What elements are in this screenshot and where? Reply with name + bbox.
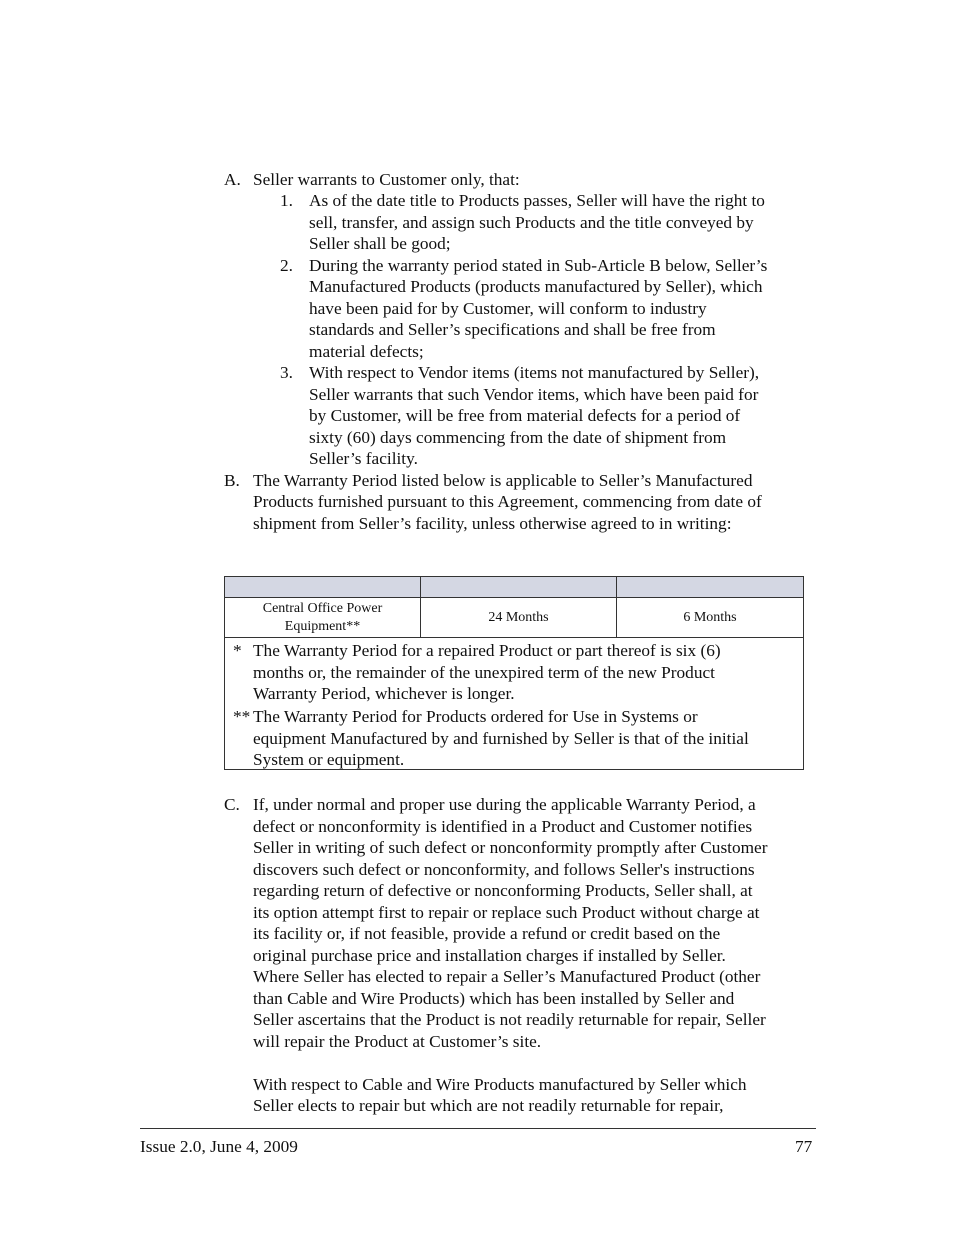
footnote-line: System or equipment. xyxy=(253,750,405,769)
section-c-line: original purchase price and installation charges if installed by Seller. xyxy=(253,946,726,965)
section-c-para2-line: With respect to Cable and Wire Products manufactured by Seller which xyxy=(253,1075,747,1094)
table-header-cell xyxy=(225,577,420,597)
footnote-line: The Warranty Period for Products ordered for Use in Systems or xyxy=(253,707,698,726)
row-divider xyxy=(225,637,803,638)
footnote-line: months or, the remainder of the unexpired term of the new Product xyxy=(253,663,715,682)
footnote-marker: * xyxy=(233,641,242,660)
table-header-cell xyxy=(421,577,616,597)
warranty-period-cell: 24 Months xyxy=(488,609,549,625)
item-3-line: Seller’s facility. xyxy=(309,449,418,468)
section-c-line: defect or nonconformity is identified in a Product and Customer notifies xyxy=(253,817,753,836)
page-number: 77 xyxy=(795,1137,813,1156)
item-2-line: material defects; xyxy=(309,342,424,361)
section-c-line: Seller in writing of such defect or nonconformity promptly after Customer xyxy=(253,838,768,857)
item-3-line: Seller warrants that such Vendor items, which have been paid for xyxy=(309,385,759,404)
section-a-intro: Seller warrants to Customer only, that: xyxy=(253,170,520,189)
section-c-line: discovers such defect or nonconformity, and follows Seller's instructions xyxy=(253,860,755,879)
section-c-line: regarding return of defective or nonconforming Products, Seller shall, at xyxy=(253,881,753,900)
section-b-line: The Warranty Period listed below is applicable to Seller’s Manufactured xyxy=(253,471,753,490)
warranty-period-table xyxy=(224,576,804,770)
item-2-number: 2. xyxy=(280,256,293,275)
item-3-line: sixty (60) days commencing from the date of shipment from xyxy=(309,428,727,447)
section-c-line: will repair the Product at Customer’s site. xyxy=(253,1032,542,1051)
repair-warranty-cell: 6 Months xyxy=(683,609,737,625)
section-c-para2-line: Seller elects to repair but which are not readily returnable for repair, xyxy=(253,1096,724,1115)
section-c-line: its option attempt first to repair or replace such Product without charge at xyxy=(253,903,760,922)
section-a-label: A. xyxy=(224,170,241,189)
table-header-row xyxy=(225,577,803,598)
footer-divider xyxy=(140,1128,816,1129)
item-3-line: by Customer, will be free from material defects for a period of xyxy=(309,406,741,425)
section-c-line: Where Seller has elected to repair a Seller’s Manufactured Product (other xyxy=(253,967,761,986)
footnote-marker: ** xyxy=(233,707,251,726)
item-2-line: Manufactured Products (products manufactured by Seller), which xyxy=(309,277,763,296)
section-c-line: If, under normal and proper use during the applicable Warranty Period, a xyxy=(253,795,756,814)
item-1-line: As of the date title to Products passes, Seller will have the right to xyxy=(309,191,765,210)
item-2-line: have been paid for by Customer, will conform to industry xyxy=(309,299,707,318)
section-c-label: C. xyxy=(224,795,240,814)
item-3-line: With respect to Vendor items (items not manufactured by Seller), xyxy=(309,363,760,382)
product-cell: Central Office Power Equipment** xyxy=(262,600,383,634)
item-1-line: Seller shall be good; xyxy=(309,234,451,253)
item-1-line: sell, transfer, and assign such Products and the title conveyed by xyxy=(309,213,754,232)
item-2-line: During the warranty period stated in Sub-Article B below, Seller’s xyxy=(309,256,768,275)
table-header-cell xyxy=(617,577,803,597)
item-1-number: 1. xyxy=(280,191,293,210)
section-b-label: B. xyxy=(224,471,240,490)
footer-issue: Issue 2.0, June 4, 2009 xyxy=(140,1137,298,1156)
section-b-line: shipment from Seller’s facility, unless otherwise agreed to in writing: xyxy=(253,514,732,533)
item-3-number: 3. xyxy=(280,363,293,382)
section-c-line: than Cable and Wire Products) which has been installed by Seller and xyxy=(253,989,735,1008)
section-b-line: Products furnished pursuant to this Agreement, commencing from date of xyxy=(253,492,762,511)
section-c-line: Seller ascertains that the Product is not readily returnable for repair, Seller xyxy=(253,1010,766,1029)
footnote-line: The Warranty Period for a repaired Product or part thereof is six (6) xyxy=(253,641,721,660)
section-c-line: its facility or, if not feasible, provide a refund or credit based on the xyxy=(253,924,721,943)
item-2-line: standards and Seller’s specifications and shall be free from xyxy=(309,320,716,339)
footnote-line: equipment Manufactured by and furnished by Seller is that of the initial xyxy=(253,729,749,748)
footnote-line: Warranty Period, whichever is longer. xyxy=(253,684,515,703)
